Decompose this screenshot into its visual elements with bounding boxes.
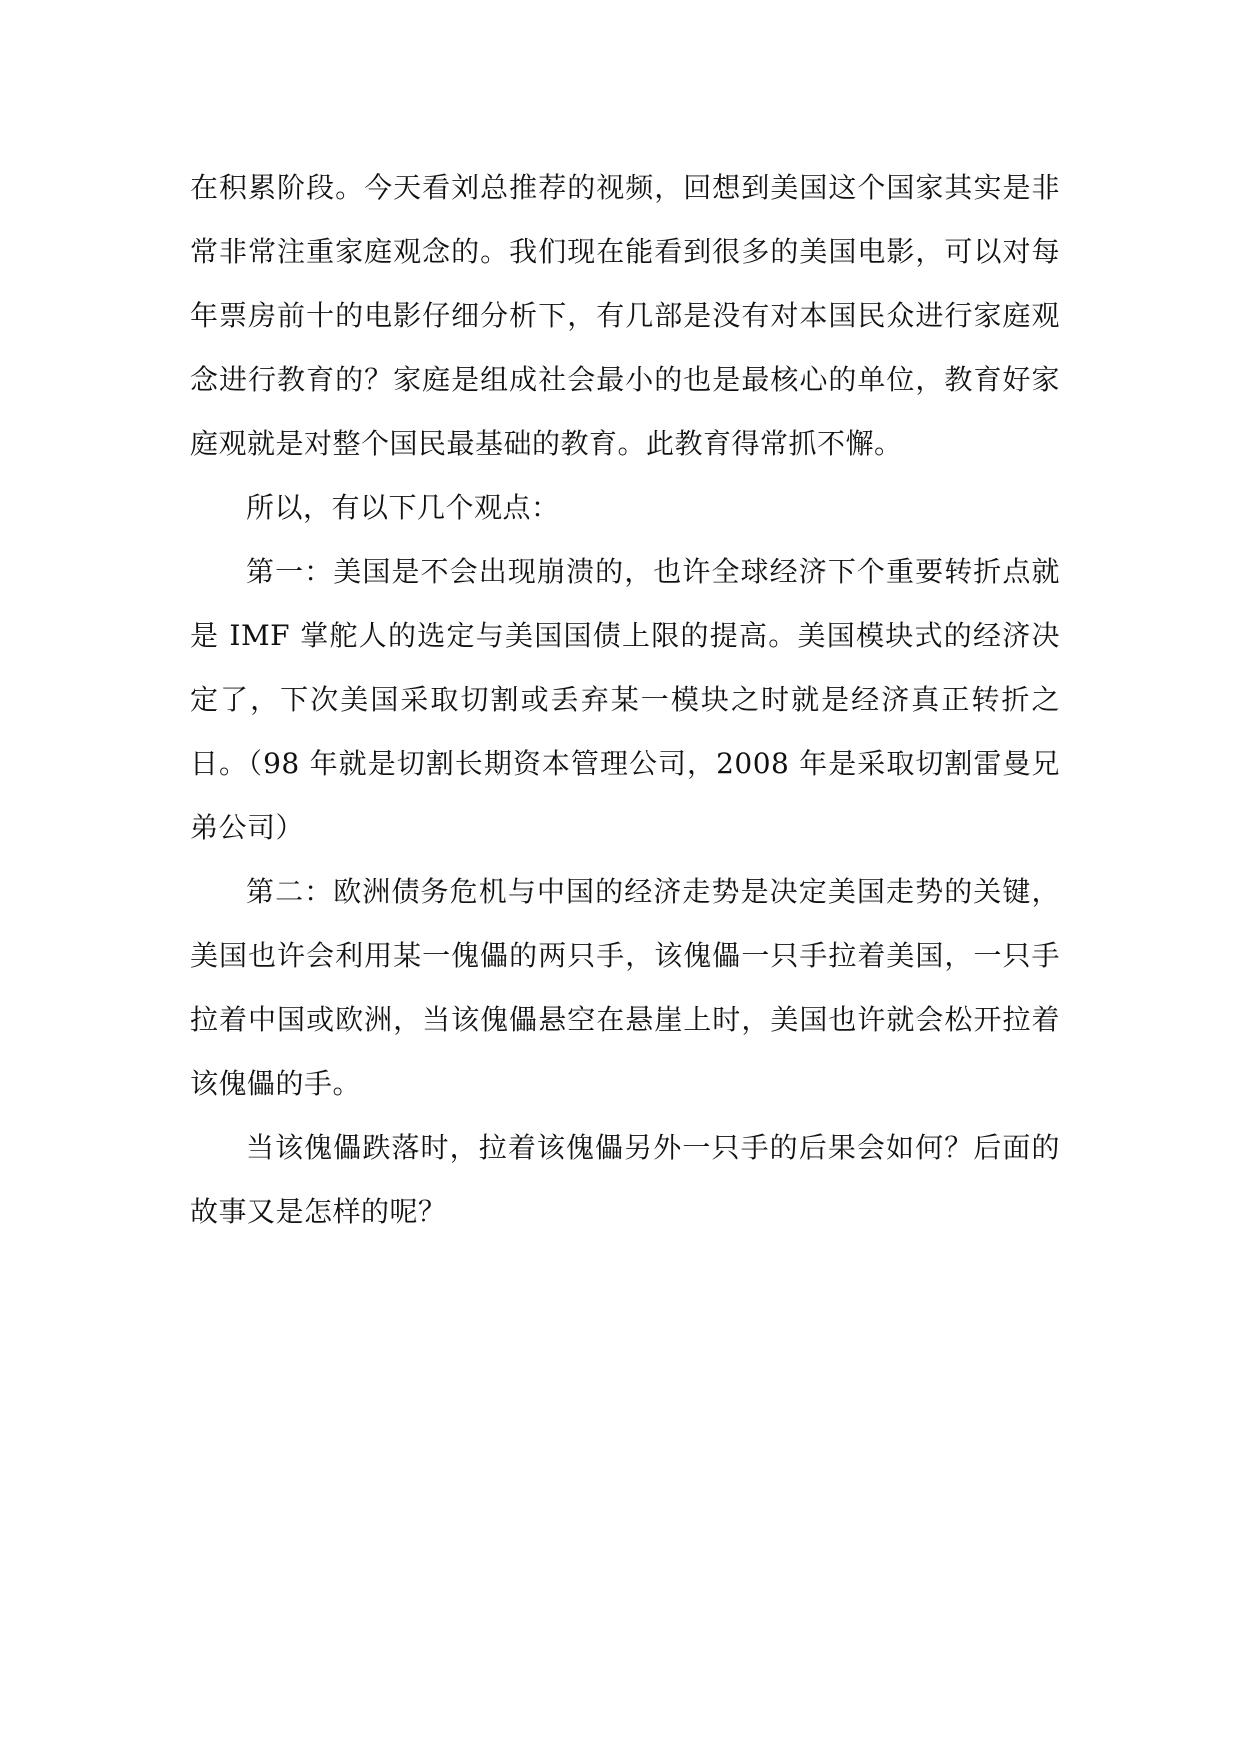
body-text [190,156,1060,1244]
paragraph-point-one: 第一：美国是不会出现崩溃的，也许全球经济下个重要转折点就是 IMF 掌舵人的选定与美国国债上限的提高。美国模块式的经济决定了，下次美国采取切割或丢弃某一模块之时就是经济真正转折之日。（98 年就是切割长期资本管理公司，2008 年是采取切割雷曼兄弟公司） [190,555,1060,844]
paragraph-point-two: 第二：欧洲债务危机与中国的经济走势是决定美国走势的关键，美国也许会利用某一傀儡的两只手，该傀儡一只手拉着美国，一只手拉着中国或欧洲，当该傀儡悬空在悬崖上时，美国也许就会松开拉着该傀儡的手。 [190,875,1060,1100]
paragraph-closing-question: 当该傀儡跌落时，拉着该傀儡另外一只手的后果会如何？后面的故事又是怎样的呢？ [190,1131,1060,1228]
paragraph-intro-points: 所以，有以下几个观点： [246,491,560,524]
paragraph-continuation: 在积累阶段。今天看刘总推荐的视频，回想到美国这个国家其实是非常非常注重家庭观念的。我们现在能看到很多的美国电影，可以对每年票房前十的电影仔细分析下，有几部是没有对本国民众进行家庭观念进行教育的？家庭是组成社会最小的也是最核心的单位，教育好家庭观就是对整个国民最基础的教育。此教育得常抓不懈。 [190,171,1060,460]
